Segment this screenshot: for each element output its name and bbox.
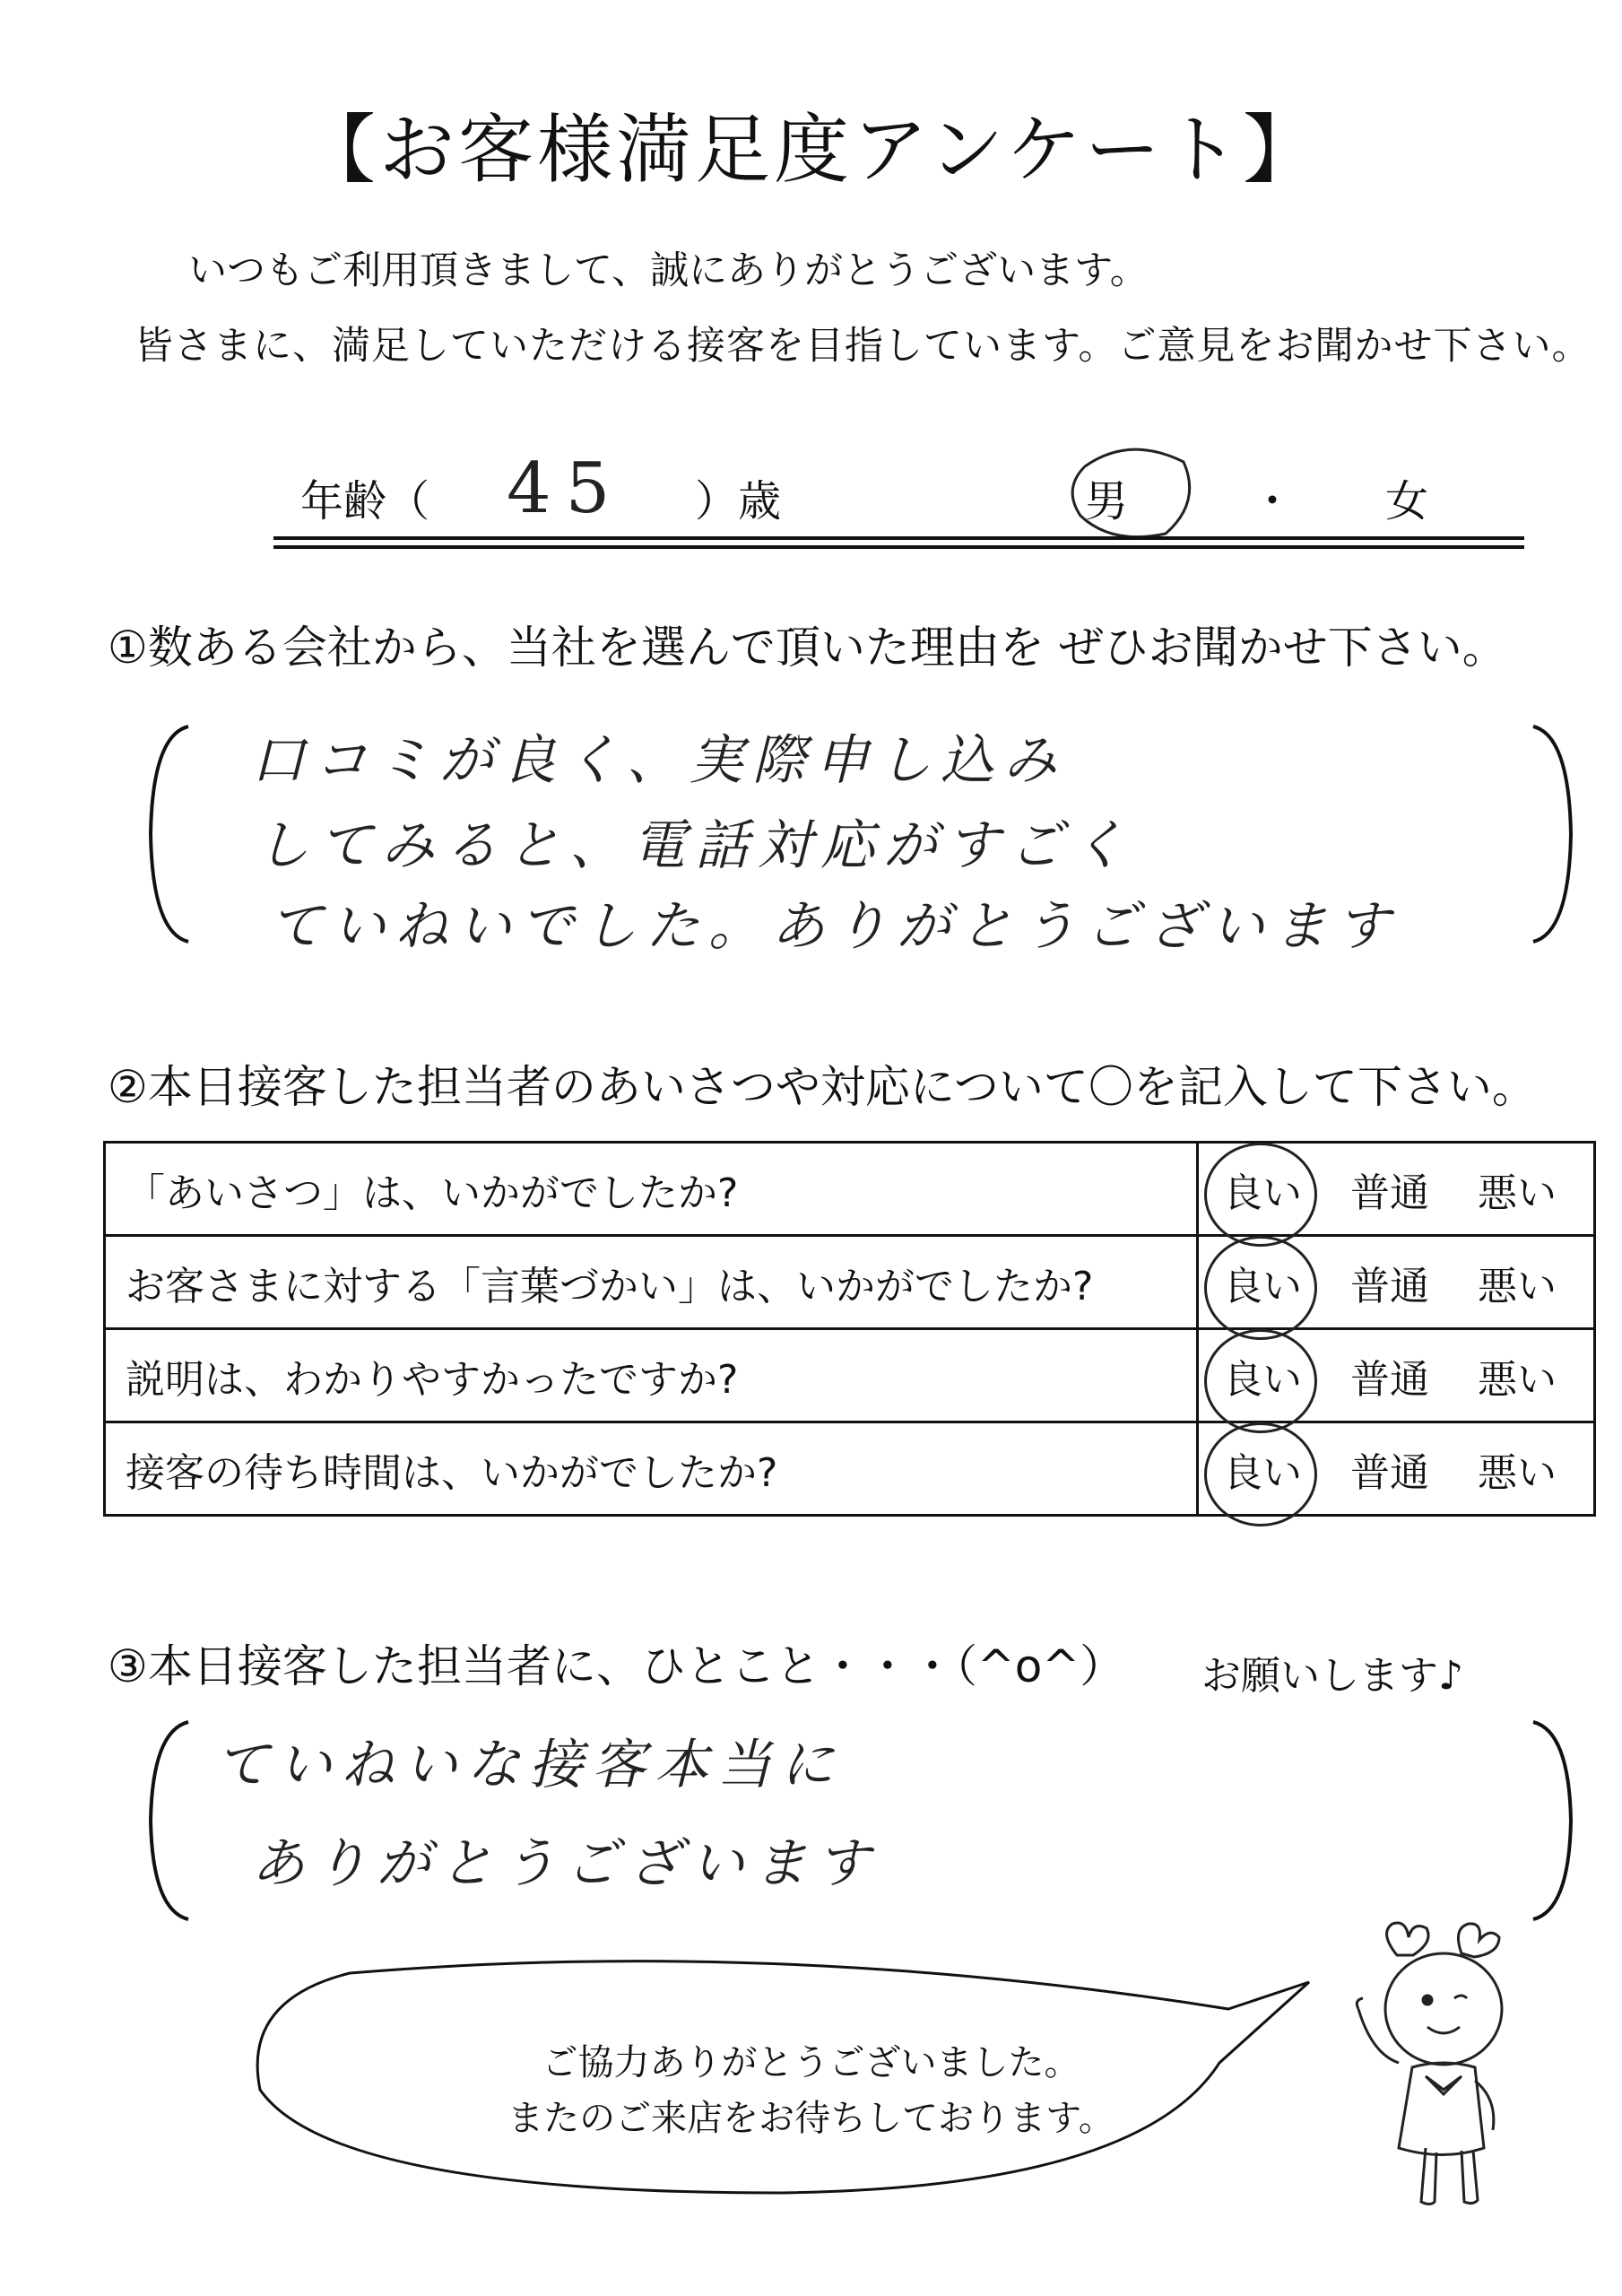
- rating-question: 「あいさつ」は、いかがでしたか?: [105, 1143, 1198, 1236]
- table-row: [105, 1143, 1595, 1236]
- rating-option-good[interactable]: 良い: [1199, 1254, 1326, 1311]
- q3-answer-line-2[interactable]: ありがとうございます: [251, 1832, 879, 1895]
- rating-options: [1198, 1143, 1595, 1236]
- rating-option-good[interactable]: 良い: [1199, 1347, 1326, 1405]
- q1-answer-line-2[interactable]: してみると、電話対応がすごく: [256, 814, 1134, 877]
- rating-option-good[interactable]: 良い: [1199, 1161, 1326, 1218]
- q1-answer-line-1[interactable]: 口コミが良く、実際申し込み: [251, 729, 1066, 792]
- q1-left-bracket: [134, 709, 215, 960]
- gender-separator: ・: [1251, 476, 1295, 526]
- table-row: [105, 1329, 1595, 1422]
- q1-answer-line-3[interactable]: ていねいでした。ありがとうございます: [269, 895, 1399, 958]
- rating-option-bad[interactable]: 悪い: [1478, 1170, 1557, 1216]
- age-label: 年齢（: [300, 476, 430, 526]
- rating-option-normal[interactable]: 普通: [1350, 1449, 1429, 1496]
- rating-table: [103, 1141, 1596, 1517]
- q3-answer-line-1[interactable]: ていねいな接客本当に: [215, 1734, 843, 1796]
- rating-options: [1198, 1422, 1595, 1516]
- info-underline-top: [273, 536, 1524, 540]
- gender-male[interactable]: 男: [1085, 476, 1129, 526]
- rating-option-normal[interactable]: 普通: [1350, 1263, 1429, 1309]
- table-row: [105, 1236, 1595, 1329]
- info-underline-bottom: [273, 545, 1524, 549]
- rating-options: [1198, 1236, 1595, 1329]
- question-2: ②本日接客した担当者のあいさつや対応について〇を記入して下さい。: [108, 1061, 1537, 1113]
- rating-option-normal[interactable]: 普通: [1350, 1170, 1429, 1216]
- rating-option-bad[interactable]: 悪い: [1478, 1356, 1557, 1403]
- q3-note: お願いします♪: [1201, 1653, 1464, 1699]
- rating-option-bad[interactable]: 悪い: [1478, 1449, 1557, 1496]
- mascot-illustration: [1327, 1919, 1542, 2215]
- q3-right-bracket: [1515, 1704, 1596, 1937]
- table-row: [105, 1422, 1595, 1516]
- rating-question: 説明は、わかりやすかったですか?: [105, 1329, 1198, 1422]
- gender-selected-circle: [1058, 439, 1201, 547]
- gender-female[interactable]: 女: [1385, 476, 1429, 526]
- rating-option-good[interactable]: 良い: [1199, 1440, 1326, 1498]
- rating-option-bad[interactable]: 悪い: [1478, 1263, 1557, 1309]
- closing-line-2: またのご来店をお待ちしております。: [507, 2098, 1115, 2139]
- intro-line-1: いつもご利用頂きまして、誠にありがとうございます。: [188, 248, 1149, 293]
- rating-option-normal[interactable]: 普通: [1350, 1356, 1429, 1403]
- rating-options: [1198, 1329, 1595, 1422]
- question-1: ①数ある会社から、当社を選んで頂いた理由を ぜひお聞かせ下さい。: [108, 622, 1507, 674]
- page-title: 【お客様満足度アンケート】: [300, 106, 1322, 194]
- rating-question: お客さまに対する「言葉づかい」は、いかがでしたか?: [105, 1236, 1198, 1329]
- closing-line-1: ご協力ありがとうございました。: [542, 2042, 1080, 2083]
- question-3: ③本日接客した担当者に、ひとこと・・・（^o^）: [108, 1640, 1125, 1692]
- rating-question: 接客の待ち時間は、いかがでしたか?: [105, 1422, 1198, 1516]
- age-suffix: ）歳: [695, 476, 782, 526]
- age-value[interactable]: 45: [507, 448, 625, 529]
- q3-left-bracket: [134, 1704, 215, 1937]
- intro-line-2: 皆さまに、満足していただける接客を目指しています。ご意見をお聞かせ下さい。: [134, 324, 1592, 369]
- q1-right-bracket: [1515, 709, 1596, 960]
